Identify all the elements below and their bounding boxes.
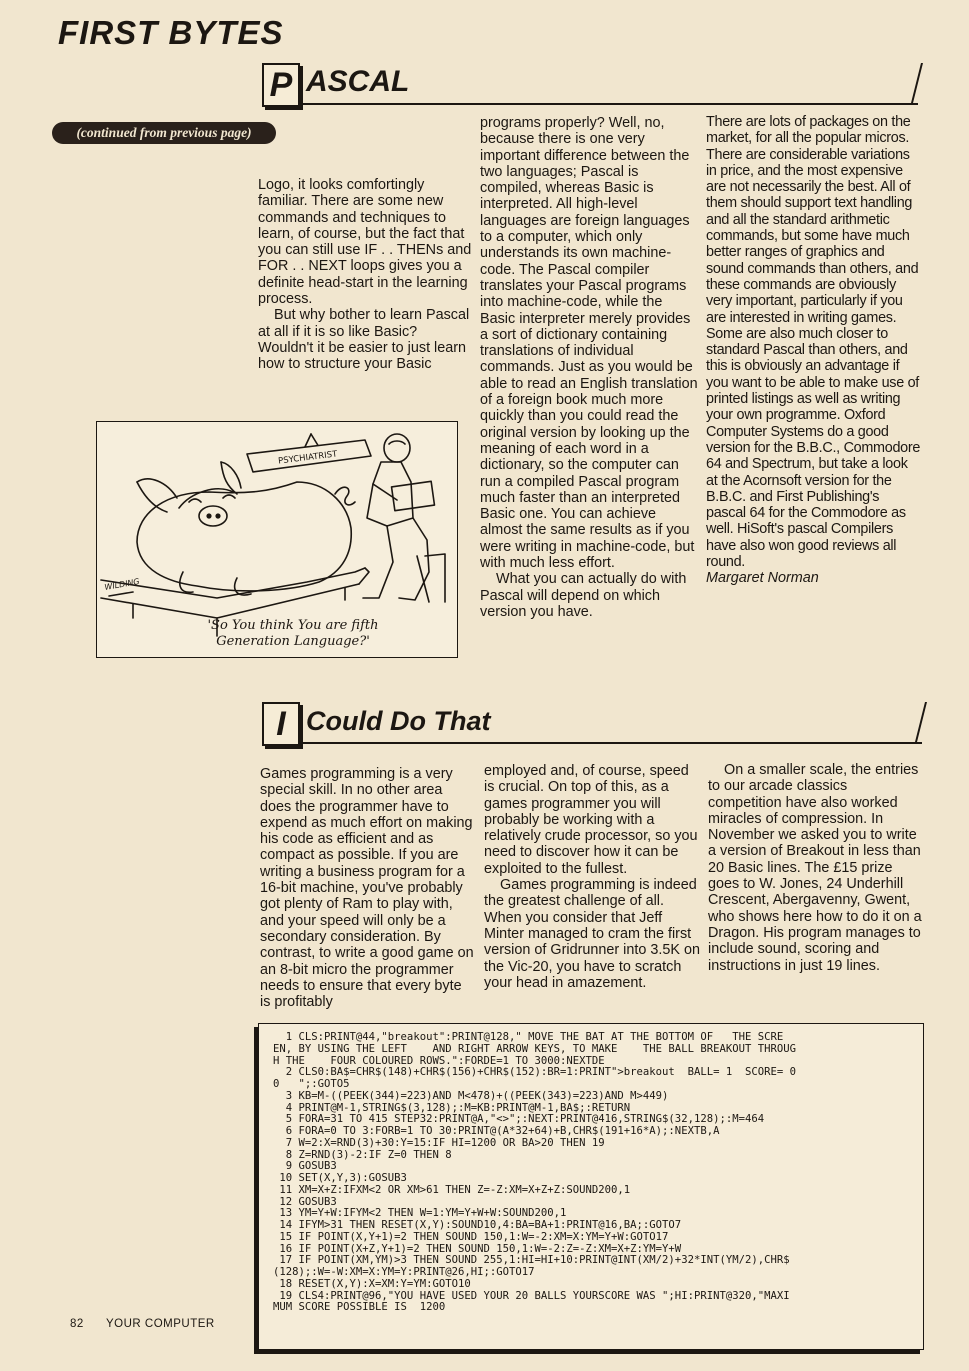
program-listing bbox=[258, 1023, 924, 1350]
could-do-that-column-1 bbox=[260, 766, 474, 1010]
listing-line: 6 FORA=0 TO 3:FORB=1 TO 30:PRINT@(A*32+64)+B,CHR$(191+16*A);:NEXTB,A bbox=[273, 1125, 720, 1137]
listing-line: 15 IF POINT(X,Y+1)=2 THEN SOUND 150,1:W=-2:XM=X:YM=Y+W:GOTO17 bbox=[273, 1230, 669, 1243]
cartoon-caption bbox=[148, 618, 438, 650]
listing-line: MUM SCORE POSSIBLE IS 1200 bbox=[273, 1301, 446, 1314]
artist-signature: WILDING bbox=[103, 576, 141, 592]
could-do-that-column-2 bbox=[484, 763, 700, 991]
caption-line: 'So You think You are fifth bbox=[207, 618, 379, 633]
listing-line: 17 IF POINT(XM,YM)>3 THEN SOUND 255,1:HI=HI+10:PRINT@INT(XM/2)+32*INT(YM/2),CHR$ bbox=[273, 1254, 790, 1267]
pascal-banner bbox=[262, 63, 918, 105]
author-signature: Margaret Norman bbox=[706, 570, 819, 587]
listing-line: 2 CLS0:BA$=CHR$(148)+CHR$(156)+CHR$(152):BR=1:PRINT">breakout BALL= 1 SCORE= 0 bbox=[273, 1066, 796, 1079]
listing-line: EN, BY USING THE LEFT AND RIGHT ARROW KEYS, TO MAKE THE BALL BREAKOUT THROUG bbox=[273, 1042, 796, 1055]
paragraph: Games programming is a very special skill. In no other area does the programmer have to expend as much effort on making his code as efficient and as compact as possible. If you are writing a business program for a 16-bit machine, you've probably got plenty of Ram to play with, and your speed will only be a secondary consideration. By contrast, to write a good game on an 8-bit micro the programmer needs to ensure that every byte is profitably bbox=[260, 766, 474, 1011]
could-do-that-column-3 bbox=[708, 762, 924, 974]
page-number: 82 bbox=[70, 1318, 84, 1330]
paragraph: But why bother to learn Pascal at all if it is so like Basic? Wouldn't it be easier to just learn how to structure your Basic bbox=[258, 307, 470, 373]
paragraph: employed and, of course, speed is crucial. On top of this, as a games programmer you will probably be working with a relatively crude processor, so you need to discover how it can be exploited to the fullest. bbox=[484, 763, 698, 877]
could-do-that-title: Could Do That bbox=[306, 706, 491, 736]
caption-line: Generation Language?' bbox=[216, 634, 370, 649]
banner-end-rule bbox=[911, 63, 923, 103]
pascal-column-3 bbox=[706, 114, 922, 587]
listing-line: H THE FOUR COLOURED ROWS.":FORDE=1 TO 3000:NEXTDE bbox=[273, 1054, 605, 1067]
could-do-that-banner bbox=[262, 702, 922, 744]
listing-line: 10 SET(X,Y,3):GOSUB3 bbox=[273, 1172, 407, 1184]
listing-line: 11 XM=X+Z:IFXM<2 OR XM>61 THEN Z=-Z:XM=X+Z+Z:SOUND200,1 bbox=[273, 1183, 631, 1196]
listing-line: 3 KB=M-((PEEK(344)=223)AND M<478)+((PEEK(343)=223)AND M>449) bbox=[273, 1089, 669, 1102]
listing-line: 7 W=2:X=RND(3)+30:Y=15:IF HI=1200 OR BA>20 THEN 19 bbox=[273, 1136, 605, 1149]
paragraph: Games programming is indeed the greatest challenge of all. When you consider that Jeff Minter managed to cram the first version of Gridrunner into 3.5K on the Vic-20, you have to scratch your head in amazement. bbox=[484, 877, 700, 991]
psychiatrist-sign: PSYCHIATRIST bbox=[277, 449, 338, 467]
pascal-title: ASCAL bbox=[306, 65, 410, 98]
continued-badge: (continued from previous page) bbox=[52, 122, 276, 144]
listing-line: 9 GOSUB3 bbox=[273, 1160, 337, 1173]
listing-line: 14 IFYM>31 THEN RESET(X,Y):SOUND10,4:BA=BA+1:PRINT@16,BA;:GOTO7 bbox=[273, 1219, 682, 1231]
could-do-that-initial: I bbox=[262, 702, 300, 746]
paragraph: programs properly? Well, no, because there is one very important difference between the two languages; Pascal is compiled, whereas Basic is interpreted. All high-level languages are foreign languages to a computer, which only understands its own machine-code. The Pascal compiler translates your Pascal programs into machine-code, while the Basic interpreter merely provides a sort of dictionary containing translations of individual commands. Just as you would be able to read an English translation of a foreign book much more quickly than you could read the original version by looking up the meaning of each word in a dictionary, so the computer can run a compiled Pascal program much faster than an interpreted Basic one. You can achieve almost the same results as if you were writing in machine-code, but with much less effort. bbox=[480, 115, 698, 572]
listing-line: 1 CLS:PRINT@44,"breakout":PRINT@128," MOVE THE BAT AT THE BOTTOM OF THE SCRE bbox=[273, 1031, 784, 1043]
listing-line: 19 CLS4:PRINT@96,"YOU HAVE USED YOUR 20 BALLS YOURSCORE WAS ";HI:PRINT@320,"MAXI bbox=[273, 1289, 790, 1302]
banner-end-rule bbox=[915, 702, 927, 742]
listing-line: 4 PRINT@M-1,STRING$(3,128);:M=KB:PRINT@M-1,BA$;:RETURN bbox=[273, 1101, 631, 1114]
pascal-column-1 bbox=[258, 177, 472, 373]
listing-line: 8 Z=RND(3)-2:IF Z=0 THEN 8 bbox=[273, 1148, 452, 1161]
paragraph: What you can actually do with Pascal will depend on which version you have. bbox=[480, 571, 687, 620]
paragraph: Logo, it looks comfortingly familiar. There are some new commands and techniques to learn, of course, but the fact that you can still use IF . . THENs and FOR . . NEXT loops gives you a definite head-start in the learning process. bbox=[258, 177, 472, 308]
listing-code bbox=[273, 1032, 796, 1314]
listing-line: 5 FORA=31 TO 415 STEP32:PRINT@A,"<>";:NEXT:PRINT@416,STRING$(32,128);:M=464 bbox=[273, 1113, 765, 1126]
paragraph: On a smaller scale, the entries to our arcade classics competition have also worked miracles of compression. In November we asked you to write a version of Breakout in less than 20 Basic lines. The £15 prize goes to W. Jones, 24 Underhill Crescent, Abergavenny, Gwent, who shows here how to do it on a Dragon. His program manages to include sound, scoring and instructions in just 19 lines. bbox=[708, 762, 922, 974]
listing-line: (128);:W=-W:XM=X:YM=Y:PRINT@26,HI;:GOTO17 bbox=[273, 1266, 535, 1278]
listing-line: 13 YM=Y+W:IFYM<2 THEN W=1:YM=Y+W+W:SOUND200,1 bbox=[273, 1207, 567, 1220]
listing-line: 16 IF POINT(X+Z,Y+1)=2 THEN SOUND 150,1:W=-2:Z=-Z:XM=X+Z:YM=Y+W bbox=[273, 1242, 682, 1255]
listing-line: 12 GOSUB3 bbox=[273, 1195, 337, 1208]
pascal-initial: P bbox=[262, 63, 300, 107]
listing-line: 18 RESET(X,Y):X=XM:Y=YM:GOTO10 bbox=[273, 1277, 471, 1290]
magazine-name: YOUR COMPUTER bbox=[105, 1318, 215, 1330]
section-title: FIRST BYTES bbox=[58, 14, 284, 51]
listing-line: 0 ";:GOTO5 bbox=[273, 1078, 350, 1090]
paragraph: There are lots of packages on the market, for all the popular micros. There are considerable variations in price, and the most expensive are not necessarily the best. All of them should support text handling and all the standard arithmetic commands, but some have much better ranges of graphics and sound commands than others, and these commands are obviously very important, particularly if you are interested in writing games. Some are also much closer to standard Pascal than others, and this is obviously an advantage if you want to be able to make use of printed listings as well as writing your own programme. Oxford Computer Systems do a good version for the B.B.C., Commodore 64 and Spectrum, but take a look at the Acornsoft version for the B.B.C. and First Publishing's pascal 64 for the Commodore as well. HiSoft's pascal Compilers have also won good reviews all round. bbox=[706, 114, 921, 571]
page-footer bbox=[70, 1318, 215, 1330]
pascal-column-2 bbox=[480, 115, 698, 620]
